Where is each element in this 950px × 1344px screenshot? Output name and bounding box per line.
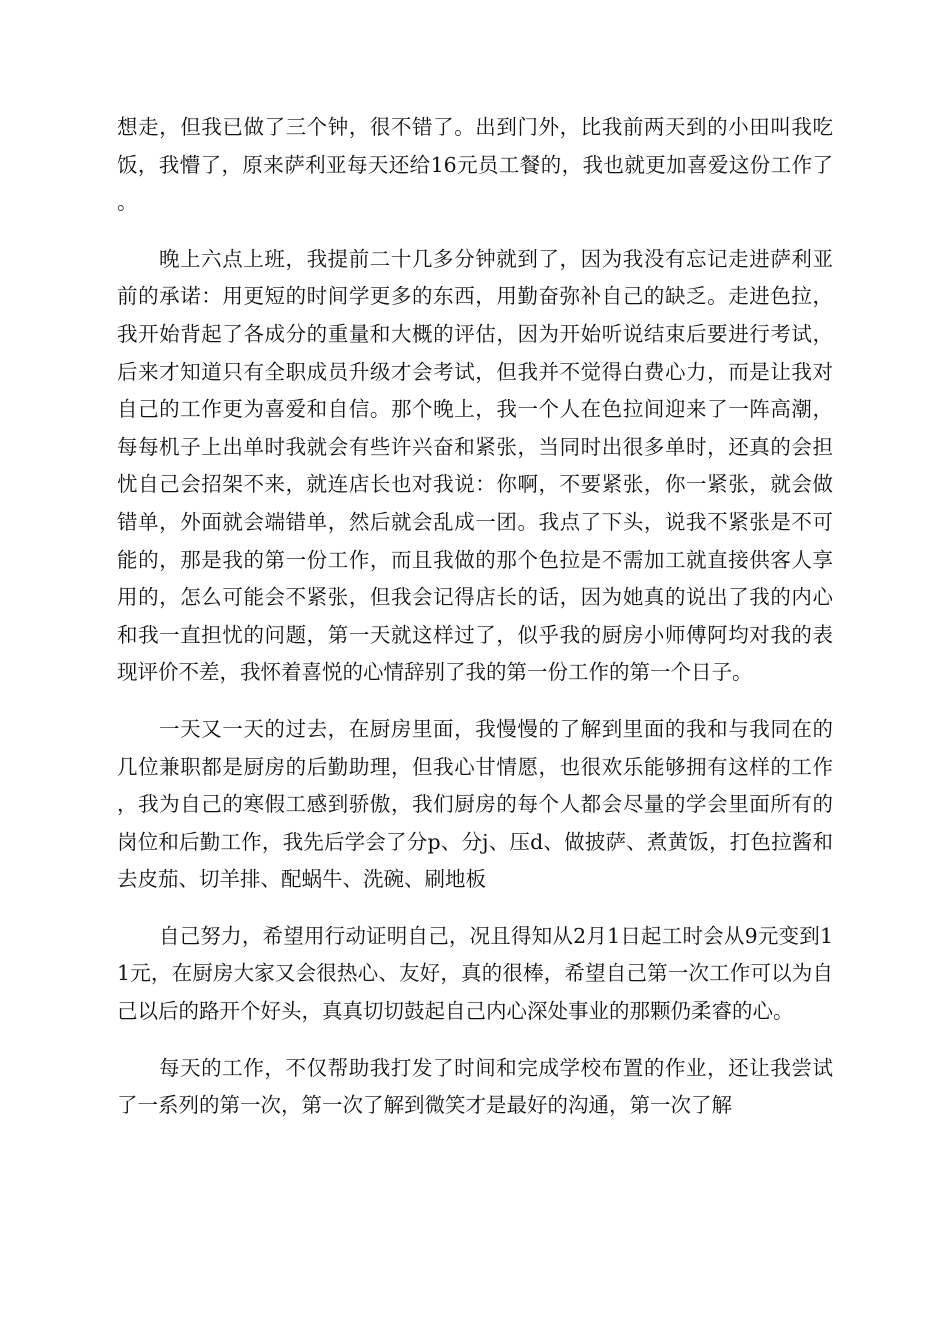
paragraph-5: 每天的工作，不仅帮助我打发了时间和完成学校布置的作业，还让我尝试了一系列的第一次，第一次了解到微笑才是最好的沟通，第一次了解 xyxy=(117,1055,833,1118)
paragraph-3: 一天又一天的过去，在厨房里面，我慢慢的了解到里面的我和与我同在的几位兼职都是厨房的后勤助理，但我心甘情愿，也很欢乐能够拥有这样的工作，我为自己的寒假工感到骄傲，我们厨房的每个人都会尽量的学会里面所有的岗位和后勤工作，我先后学会了分p、分j、压d、做披萨、煮黄饭，打色拉酱和去皮茄、切羊排、配蜗牛、洗碗、刷地板 xyxy=(117,716,833,892)
document-body xyxy=(117,109,833,1144)
paragraph-1: 想走，但我已做了三个钟，很不错了。出到门外，比我前两天到的小田叫我吃饭，我懵了，原来萨利亚每天还给16元员工餐的，我也就更加喜爱这份工作了。 xyxy=(117,115,833,215)
paragraph-4: 自己努力，希望用行动证明自己，况且得知从2月1日起工时会从9元变到11元，在厨房大家又会很热心、友好，真的很棒，希望自己第一次工作可以为自己以后的路开个好头，真真切切鼓起自己内心深处事业的那颗仍柔睿的心。 xyxy=(117,923,833,1024)
paragraph-2: 晚上六点上班，我提前二十几多分钟就到了，因为我没有忘记走进萨利亚前的承诺：用更短的时间学更多的东西，用勤奋弥补自己的缺乏。走进色拉，我开始背起了各成分的重量和大概的评估，因为开始听说结束后要进行考试，后来才知道只有全职成员升级才会考试，但我并不觉得白费心力，而是让我对自己的工作更为喜爱和自信。那个晚上，我一个人在色拉间迎来了一阵高潮，每每机子上出单时我就会有些许兴奋和紧张，当同时出很多单时，还真的会担忧自己会招架不来，就连店长也对我说：你啊，不要紧张，你一紧张，就会做错单，外面就会端错单，然后就会乱成一团。我点了下头，说我不紧张是不可能的，那是我的第一份工作，而且我做的那个色拉是不需加工就直接供客人享用的，怎么可能会不紧张，但我会记得店长的话，因为她真的说出了我的内心和我一直担忧的问题，第一天就这样过了，似乎我的厨房小师傅阿均对我的表现评价不差，我怀着喜悦的心情辞别了我的第一份工作的第一个日子。 xyxy=(117,246,833,685)
